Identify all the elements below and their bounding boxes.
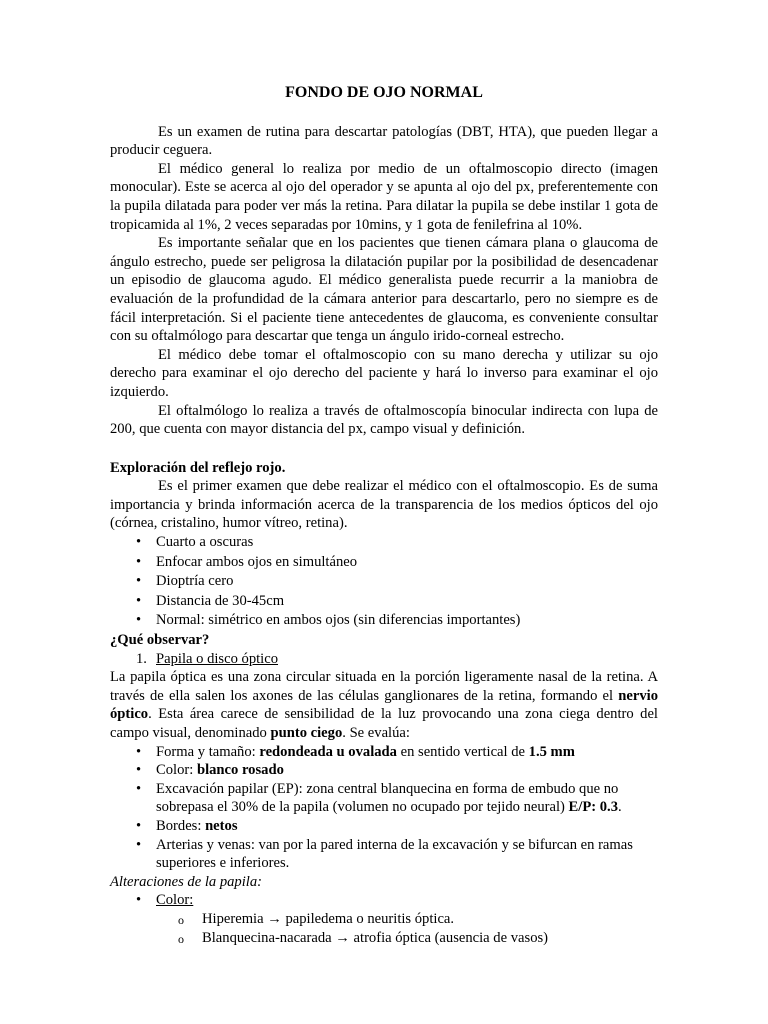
papila-text-3: . Se evalúa:	[342, 725, 410, 741]
excavacion-text: Excavación papilar (EP): zona central blanquecina en forma de embudo que no sobrepasa el 30% de la papila (volumen no ocupado por tejido neural)	[156, 780, 619, 816]
document-title: FONDO DE OJO NORMAL	[285, 84, 483, 101]
observar-heading: ¿Qué observar?	[110, 632, 210, 649]
intro-paragraph-2: El médico general lo realiza por medio de un oftalmoscopio directo (imagen monocular). Este se acerca al ojo del operador y se apunta al ojo del px, preferentemente con la pupila dilatada para poder ver más la retina. Para dilatar la pupila se debe instilar 1 gota de tropicamida al 1%, 2 veces separadas por 10mins, y 1 gota de fenilefrina al 10%.	[110, 160, 658, 233]
forma-text: en sentido vertical de	[396, 743, 529, 760]
forma-size: 1.5 mm	[528, 743, 575, 760]
list-item	[156, 761, 658, 780]
bordes-value: netos	[205, 817, 238, 834]
reflejo-heading: Exploración del reflejo rojo.	[110, 459, 286, 476]
list-number: 1.	[136, 650, 147, 667]
punto-ciego-term: punto ciego	[270, 725, 343, 741]
nervio-optico-term: nervio óptico	[110, 687, 658, 723]
observar-numbered-list	[110, 650, 658, 669]
list-item: • Distancia de 30-45cm	[156, 592, 658, 611]
intro-paragraph-3: Es importante señalar que en los pacientes que tienen cámara plana o glaucoma de ángulo estrecho, puede ser peligrosa la dilatación pupilar por la posibilidad de desencadenar un episodio de glaucoma agudo. El médico generalista puede recurrir a la maniobra de evaluación de la profundidad de la cámara anterior para descartarlo, pero no siempre es de fácil interpretación. Si el paciente tiene antecedentes de glaucoma, es conveniente consultar con su oftalmólogo para descartar que tenga un ángulo irido-corneal estrecho.	[110, 235, 658, 345]
color-label: Color:	[156, 762, 197, 779]
papila-text-1: La papila óptica es una zona circular situada en la porción ligeramente nasal de la retina. A través de ella salen los axones de las células ganglionares de la retina, formando el	[110, 669, 658, 704]
list-item: • Cuarto a oscuras	[156, 533, 658, 552]
alteraciones-sub-list	[156, 910, 658, 947]
intro-paragraph-4: El médico debe tomar el oftalmoscopio con su mano derecha y utilizar su ojo derecho para examinar el ojo derecho del paciente y hará lo inverso para examinar el ojo izquierdo.	[110, 346, 658, 400]
alteraciones-list	[110, 891, 658, 947]
list-item: • Enfocar ambos ojos en simultáneo	[156, 553, 658, 572]
alteraciones-color-label: Color:	[156, 892, 194, 909]
alteraciones-heading: Alteraciones de la papila:	[110, 873, 262, 890]
papila-text-2: . Esta área carece de sensibilidad de la luz provocando una zona ciega dentro del campo visual, denominado	[110, 706, 658, 741]
color-value: blanco rosado	[196, 762, 284, 779]
papila-paragraph	[110, 668, 658, 742]
intro-paragraph-1: Es un examen de rutina para descartar patologías (DBT, HTA), que pueden llegar a producir ceguera.	[110, 123, 658, 159]
list-item	[156, 817, 658, 836]
reflejo-list	[110, 533, 658, 630]
forma-label: Forma y tamaño:	[156, 743, 260, 760]
list-item	[156, 780, 658, 817]
intro-paragraph-5: El oftalmólogo lo realiza a través de oftalmoscopía binocular indirecta con lupa de 200, que cuenta con mayor distancia del px, campo visual y definición.	[110, 402, 658, 438]
list-item	[156, 891, 658, 947]
list-item: • Dioptría cero	[156, 572, 658, 591]
list-item: o Blanquecina-nacarada → atrofia óptica (ausencia de vasos)	[202, 929, 658, 948]
list-item: o Hiperemia → papiledema o neuritis óptica.	[202, 910, 658, 929]
papila-label: Papila o disco óptico	[156, 650, 279, 667]
evaluacion-list	[110, 743, 658, 873]
list-item: • Normal: simétrico en ambos ojos (sin diferencias importantes)	[156, 611, 658, 630]
bordes-label: Bordes:	[156, 817, 206, 834]
reflejo-paragraph: Es el primer examen que debe realizar el médico con el oftalmoscopio. Es de suma importancia y brinda información acerca de la transparencia de los medios ópticos del ojo (córnea, cristalino, humor vítreo, retina).	[110, 478, 658, 532]
forma-value: redondeada u ovalada	[259, 743, 397, 760]
excavacion-period: .	[618, 799, 622, 816]
excavacion-ratio: E/P: 0.3	[568, 799, 619, 816]
list-item	[156, 743, 658, 762]
list-item: • Arterias y venas: van por la pared interna de la excavación y se bifurcan en ramas superiores e inferiores.	[156, 836, 658, 873]
list-item	[136, 650, 658, 669]
